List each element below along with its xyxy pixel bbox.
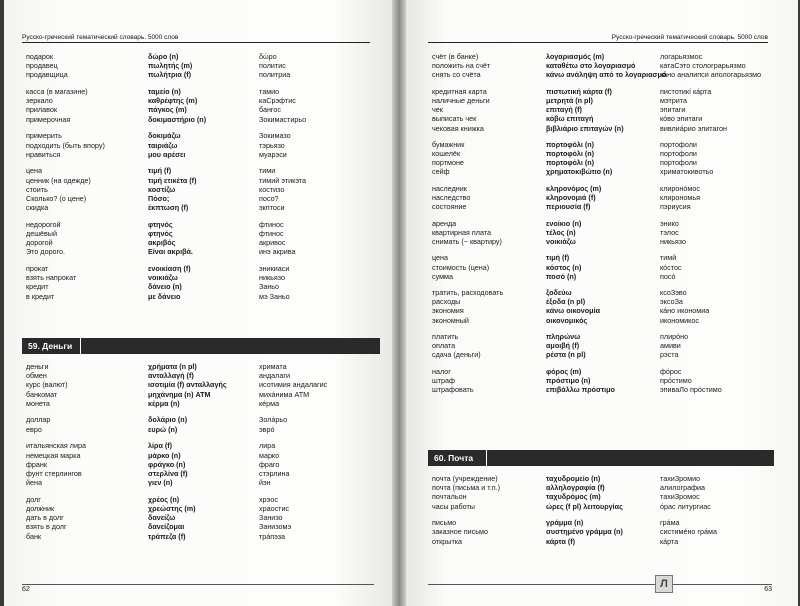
transcription: бангос: [259, 105, 281, 115]
greek-term: οικονομικός: [546, 315, 588, 325]
transcription: систимéно грáма: [660, 527, 717, 537]
russian-term: экономия: [432, 306, 464, 316]
russian-term: бумажник: [432, 139, 465, 149]
russian-term: почта (учреждение): [432, 474, 498, 483]
greek-term: ξοδεύω: [546, 288, 572, 298]
russian-term: почтальон: [432, 492, 467, 502]
left-page: [4, 0, 392, 606]
greek-term: ώρες (f pl) λειτουργίας: [546, 501, 623, 511]
russian-term: подарок: [26, 52, 54, 61]
greek-term: ταιριάζω: [148, 140, 178, 150]
russian-term: скидка: [26, 203, 49, 213]
russian-term: кредитная карта: [432, 86, 487, 96]
transcription: ксоЗэво: [660, 288, 687, 298]
transcription: Занизомэ: [259, 522, 292, 532]
greek-term: ακριβός: [148, 238, 176, 248]
greek-term: φτηνός: [148, 219, 173, 229]
transcription: андалаги: [259, 371, 290, 381]
russian-term: йена: [26, 478, 42, 488]
transcription: амиви: [660, 341, 681, 351]
transcription: портофоли: [660, 149, 697, 159]
transcription: кáно аналипси апологарьязмо: [660, 70, 762, 80]
transcription: рэста: [660, 350, 679, 360]
transcription: тэлос: [660, 227, 679, 237]
greek-term: με δάνειο: [148, 291, 181, 301]
russian-term: заказное письмо: [432, 527, 488, 537]
transcription: хриматокивотьо: [660, 167, 714, 177]
greek-term: κληρονόμος (m): [546, 183, 602, 193]
greek-term: κοστίζω: [148, 184, 176, 194]
russian-term: взять в долг: [26, 522, 67, 532]
greek-term: φράγκο (n): [148, 459, 186, 469]
russian-term: выписать чек: [432, 114, 477, 124]
transcription: тахиЗромос: [660, 492, 700, 502]
greek-term: μετρητά (n pl): [546, 95, 593, 105]
russian-term: оплата: [432, 341, 456, 351]
russian-term: дать в долг: [26, 513, 64, 523]
russian-term: итальянская лира: [26, 441, 87, 451]
transcription: эникиаси: [259, 264, 290, 274]
transcription: кáрта: [660, 536, 679, 546]
greek-term: πληρώνω: [546, 332, 581, 341]
greek-term: ταχυδρόμος (m): [546, 492, 601, 502]
russian-term: сейф: [432, 167, 450, 177]
transcription: пэриусия: [660, 202, 691, 212]
greek-term: περιουσία (f): [546, 202, 591, 212]
section-header: 60. Почта: [428, 450, 774, 466]
transcription: лира: [259, 441, 276, 451]
greek-term: κόστος (n): [546, 262, 582, 272]
transcription: храостис: [259, 503, 290, 513]
greek-term: χρεώστης (m): [148, 503, 196, 513]
russian-term: доллар: [26, 415, 51, 425]
transcription: тамио: [259, 87, 280, 97]
russian-term: подходить (быть впору): [26, 140, 105, 150]
transcription: Занизо: [259, 513, 283, 523]
greek-term: καθρέφτης (m): [148, 96, 198, 106]
russian-term: нравиться: [26, 149, 61, 159]
greek-term: πρόστιμο (n): [546, 375, 591, 385]
greek-term: ενοικίαση (f): [148, 264, 191, 274]
transcription: муарэси: [259, 149, 287, 159]
russian-term: ценник (на одежде): [26, 175, 91, 185]
russian-term: прилавок: [26, 105, 57, 115]
greek-term: συστημένο γράμμα (n): [546, 527, 623, 537]
russian-term: платить: [432, 332, 459, 341]
transcription: экптоси: [259, 203, 285, 213]
russian-term: квартирная плата: [432, 227, 492, 237]
transcription: плирóно: [660, 332, 689, 341]
book-gutter: [392, 0, 406, 606]
greek-term: κάρτα (f): [546, 536, 576, 546]
russian-term: должник: [26, 503, 55, 513]
russian-term: дешёвый: [26, 229, 57, 238]
greek-term: Πόσο;: [148, 193, 170, 203]
greek-term: κληρονομιά (f): [546, 193, 596, 202]
russian-term: обмен: [26, 371, 47, 381]
russian-term: кошелёк: [432, 149, 461, 159]
greek-term: πορτοφόλι (n): [546, 158, 595, 168]
greek-term: ποσό (n): [546, 271, 577, 281]
russian-term: снимать (~ квартиру): [432, 236, 502, 246]
transcription: инэ акрива: [259, 247, 296, 257]
greek-term: ανταλλαγή (f): [148, 371, 194, 381]
russian-term: немецкая марка: [26, 450, 81, 460]
transcription: посó: [660, 271, 676, 281]
greek-term: Είναι ακριβά.: [148, 247, 193, 257]
greek-term: τράπεζα (f): [148, 531, 186, 541]
russian-term: штрафовать: [432, 385, 474, 395]
russian-term: долг: [26, 494, 41, 504]
transcription: óрас литургиас: [660, 501, 711, 511]
transcription: вивлиáрио эпитагон: [660, 123, 727, 133]
greek-term: χρήματα (n pl): [148, 362, 197, 371]
transcription: посо?: [259, 193, 279, 203]
greek-term: τιμή (f): [148, 166, 172, 176]
russian-term: состояние: [432, 202, 467, 212]
greek-term: ενοίκιο (n): [546, 218, 582, 228]
transcription: фтинос: [259, 229, 284, 238]
transcription: фтинос: [259, 219, 284, 229]
transcription: тэрьязо: [259, 140, 285, 150]
russian-term: снять со счёта: [432, 70, 481, 80]
greek-term: κέρμα (n): [148, 398, 180, 408]
greek-term: κόβω επιταγή: [546, 114, 594, 124]
greek-term: έξοδα (n pl): [546, 297, 586, 307]
russian-term: примерить: [26, 131, 62, 141]
greek-term: δάνειο (n): [148, 282, 182, 292]
greek-term: πορτοφόλι (n): [546, 139, 595, 149]
transcription: икономикос: [660, 315, 699, 325]
transcription: Зокимазо: [259, 131, 291, 141]
greek-term: ισοτιμία (f) ανταλλαγής: [148, 380, 227, 390]
russian-term: письмо: [432, 518, 457, 528]
greek-term: δολάριο (n): [148, 415, 188, 425]
greek-term: έκπτωση (f): [148, 203, 189, 213]
transcription: клиронóмос: [660, 183, 700, 193]
russian-term: почта (письма и т.п.): [432, 483, 501, 493]
greek-term: νοικιάζω: [546, 236, 576, 246]
greek-term: δοκιμαστήριο (n): [148, 114, 207, 124]
greek-term: επιταγή (f): [546, 105, 582, 115]
greek-term: ευρώ (n): [148, 424, 178, 434]
transcription: тимий этикэта: [259, 175, 307, 185]
transcription: Зокимастирьо: [259, 114, 307, 124]
greek-term: χρέος (n): [148, 494, 180, 504]
greek-term: βιβλιάριο επιταγών (n): [546, 123, 624, 133]
russian-term: счёт (в банке): [432, 52, 479, 61]
russian-term: кредит: [26, 282, 49, 292]
transcription: тахиЗромио: [660, 474, 701, 483]
russian-term: евро: [26, 424, 42, 434]
greek-term: γιεν (n): [148, 478, 173, 488]
russian-term: монета: [26, 398, 50, 408]
transcription: катаСэто столограрьязмо: [660, 61, 746, 71]
russian-term: налог: [432, 366, 451, 376]
russian-term: фунт стерлингов: [26, 468, 82, 478]
russian-term: банкомат: [26, 389, 58, 399]
russian-term: экономный: [432, 315, 469, 325]
transcription: портофоли: [660, 139, 697, 149]
transcription: фраго: [259, 459, 280, 469]
greek-term: ταχυδρομείο (n): [546, 474, 601, 483]
russian-term: недорогой: [26, 219, 61, 229]
greek-term: ρέστα (n pl): [546, 350, 586, 360]
greek-term: νοικιάζω: [148, 273, 178, 283]
transcription: мэ Заньо: [259, 291, 290, 301]
transcription: каСрэфтис: [259, 96, 296, 106]
transcription: кáно икономиа: [660, 306, 710, 316]
russian-term: чек: [432, 105, 443, 115]
page-number: 62: [22, 584, 374, 593]
greek-term: μηχάνημα (n) ATM: [148, 389, 211, 399]
publisher-logo-icon: Л: [655, 575, 673, 593]
transcription: портофоли: [660, 158, 697, 168]
transcription: эврó: [259, 424, 275, 434]
transcription: эпитаги: [660, 105, 686, 115]
russian-term: дорогой: [26, 238, 53, 248]
russian-term: Сколько? (о цене): [26, 193, 87, 203]
greek-term: κάνω ανάληψη από το λογαριασμό: [546, 70, 667, 80]
greek-term: αμοιβή (f): [546, 341, 580, 351]
greek-term: τέλος (n): [546, 227, 576, 237]
russian-term: деньги: [26, 362, 49, 371]
russian-term: сумма: [432, 271, 453, 281]
section-header: 59. Деньги: [22, 338, 380, 354]
transcription: политриа: [259, 70, 291, 80]
russian-term: цена: [26, 166, 42, 176]
transcription: эксоЗа: [660, 297, 683, 307]
russian-term: франк: [26, 459, 48, 469]
russian-term: прокат: [26, 264, 49, 274]
russian-term: примерочная: [26, 114, 71, 124]
russian-term: тратить, расходовать: [432, 288, 504, 298]
greek-term: πωλητής (m): [148, 61, 193, 71]
transcription: костизо: [259, 184, 285, 194]
greek-term: δώρο (n): [148, 52, 179, 61]
greek-term: πάγκος (m): [148, 105, 187, 115]
greek-term: γράμμα (n): [546, 518, 584, 528]
running-header: Русско-греческий тематический словарь. 5000 слов: [428, 32, 768, 43]
greek-term: δανείζω: [148, 513, 176, 523]
transcription: мэтрита: [660, 95, 687, 105]
transcription: хримата: [259, 362, 287, 371]
greek-term: φόρος (m): [546, 366, 582, 376]
russian-term: касса (в магазине): [26, 87, 88, 97]
russian-term: Это дорого.: [26, 247, 66, 257]
russian-term: курс (валют): [26, 380, 68, 390]
russian-term: расходы: [432, 297, 461, 307]
transcription: политис: [259, 61, 286, 71]
greek-term: επιβάλλω πρόστιμο: [546, 385, 615, 395]
transcription: кóво эпитаги: [660, 114, 703, 124]
transcription: фóрос: [660, 366, 682, 376]
greek-term: δοκιμάζω: [148, 131, 181, 141]
transcription: стэрлина: [259, 468, 290, 478]
right-page: [406, 0, 798, 606]
russian-term: штраф: [432, 375, 455, 385]
greek-term: αλληλογραφία (f): [546, 483, 605, 493]
transcription: хрэос: [259, 494, 278, 504]
russian-term: сдача (деньги): [432, 350, 481, 360]
greek-term: καταθέτω στο λογαριασμό: [546, 61, 636, 71]
transcription: алилографиа: [660, 483, 706, 493]
greek-term: τιμή (f): [546, 253, 570, 263]
greek-term: πιστωτική κάρτα (f): [546, 86, 612, 96]
greek-term: δανείζομαι: [148, 522, 185, 532]
transcription: йэн: [259, 478, 271, 488]
russian-term: продавец: [26, 61, 58, 71]
transcription: клирономья: [660, 193, 700, 202]
russian-term: взять напрокат: [26, 273, 77, 283]
transcription: Заньо: [259, 282, 280, 292]
greek-term: ταμείο (n): [148, 87, 181, 97]
page-number: 63: [428, 584, 772, 593]
russian-term: наличные деньги: [432, 95, 490, 105]
running-header: Русско-греческий тематический словарь. 5000 слов: [22, 32, 370, 43]
russian-term: чековая книжка: [432, 123, 484, 133]
russian-term: положить на счёт: [432, 61, 491, 71]
russian-term: наследник: [432, 183, 467, 193]
transcription: Золáрьо: [259, 415, 288, 425]
russian-term: продавщица: [26, 70, 68, 80]
greek-term: λίρα (f): [148, 441, 173, 451]
transcription: тимй: [660, 253, 677, 263]
greek-term: φτηνός: [148, 229, 173, 238]
greek-term: κάνω οικονομία: [546, 306, 601, 316]
russian-term: цена: [432, 253, 448, 263]
transcription: кéрма: [259, 398, 280, 408]
transcription: марко: [259, 450, 280, 460]
russian-term: стоить: [26, 184, 48, 194]
greek-term: χρηματοκιβώτιο (n): [546, 167, 613, 177]
transcription: энико: [660, 218, 679, 228]
russian-term: банк: [26, 531, 42, 541]
russian-term: зеркало: [26, 96, 53, 106]
transcription: трáпэза: [259, 531, 286, 541]
transcription: прóстимо: [660, 375, 692, 385]
greek-term: πορτοφόλι (n): [546, 149, 595, 159]
transcription: михáнима ATM: [259, 389, 310, 399]
greek-term: λογαριασμός (m): [546, 52, 605, 61]
transcription: никьязо: [660, 236, 686, 246]
russian-term: открытка: [432, 536, 463, 546]
transcription: логарьязмос: [660, 52, 703, 61]
transcription: тими: [259, 166, 276, 176]
russian-term: портмоне: [432, 158, 464, 168]
transcription: исотимия андалагис: [259, 380, 328, 390]
transcription: грáма: [660, 518, 680, 528]
transcription: δώро: [259, 52, 277, 61]
russian-term: наследство: [432, 193, 471, 202]
greek-term: τιμή ετικέτα (f): [148, 175, 197, 185]
russian-term: аренда: [432, 218, 457, 228]
transcription: никьязо: [259, 273, 285, 283]
greek-term: στερλίνα (f): [148, 468, 188, 478]
transcription: эпиваЛо прóстимо: [660, 385, 722, 395]
transcription: пистотикí кáрта: [660, 86, 712, 96]
russian-term: в кредит: [26, 291, 55, 301]
greek-term: μου αρέσει: [148, 149, 186, 159]
russian-term: стоимость (цена): [432, 262, 490, 272]
greek-term: πωλήτρια (f): [148, 70, 192, 80]
transcription: кóстос: [660, 262, 682, 272]
russian-term: часы работы: [432, 501, 475, 511]
greek-term: μάρκο (n): [148, 450, 181, 460]
transcription: акривос: [259, 238, 286, 248]
